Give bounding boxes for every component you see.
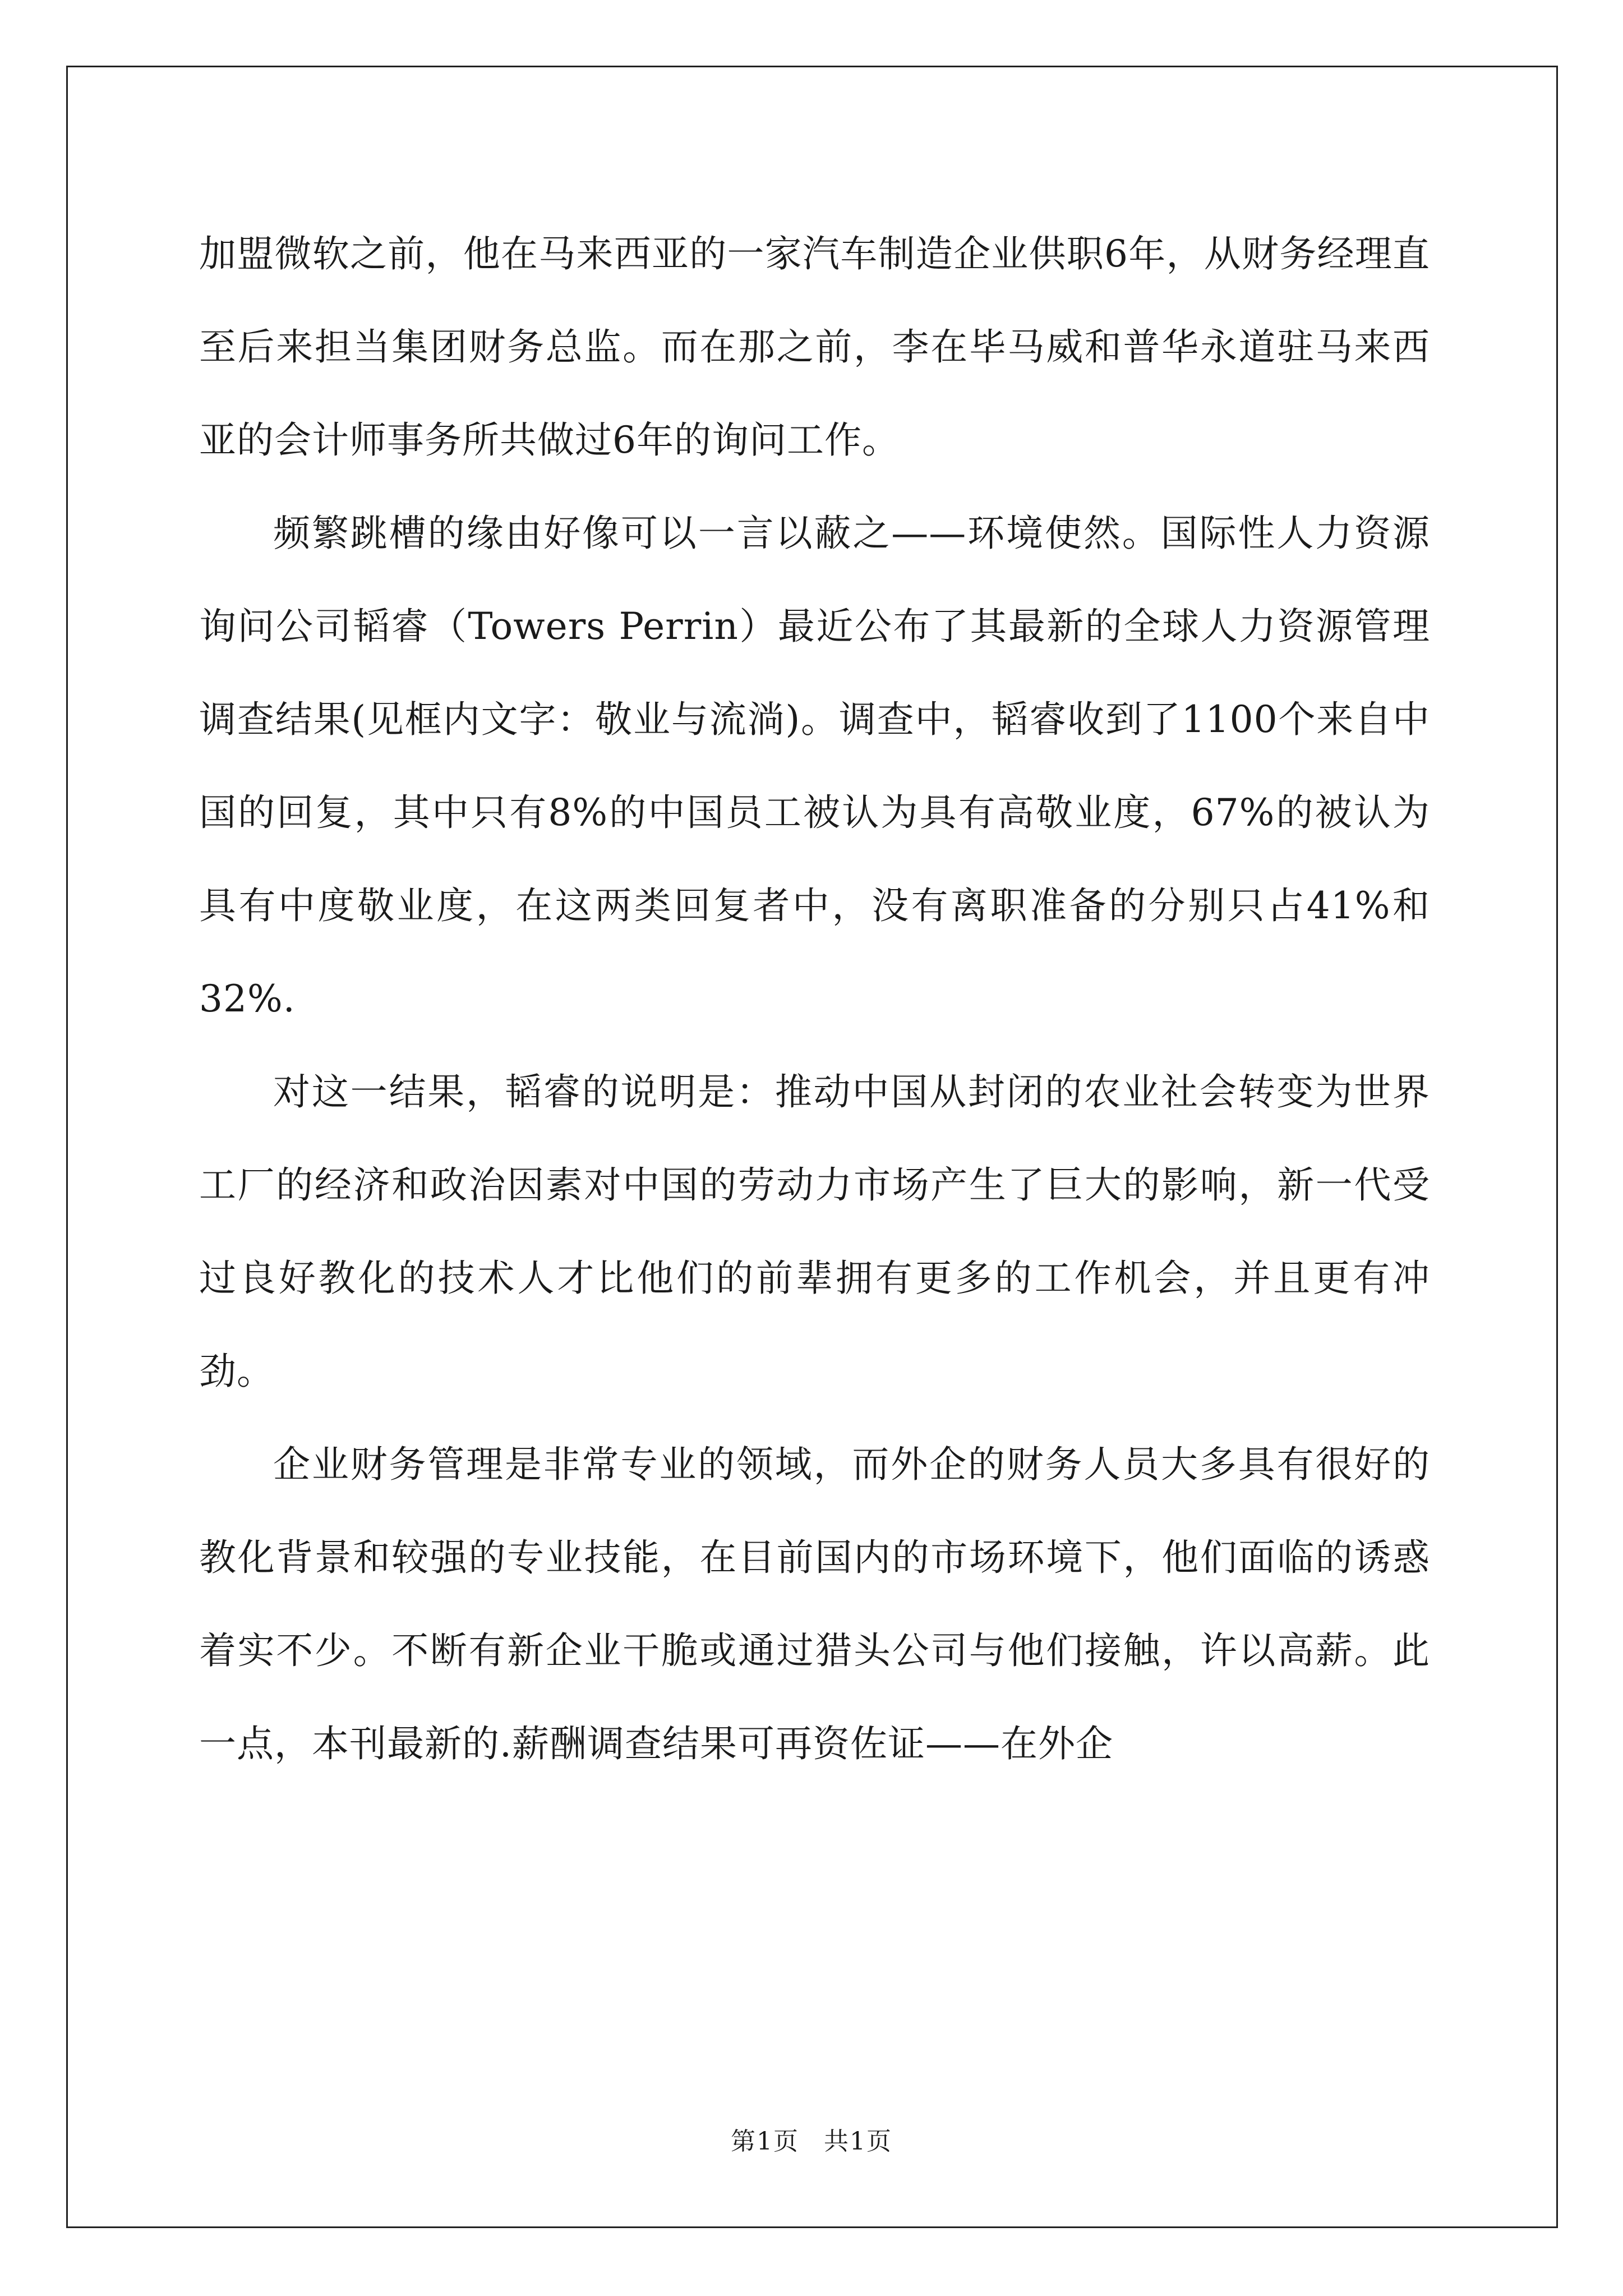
page-total: 共1页 <box>824 2127 892 2156</box>
paragraph-3: 对这一结果，韬睿的说明是：推动中国从封闭的农业社会转变为世界工厂的经济和政治因素对中国的劳动力市场产生了巨大的影响，新一代受过良好教化的技术人才比他们的前辈拥有更多的工作机会，并且更有冲劲。 <box>199 1070 1430 1393</box>
paragraph-2: 频繁跳槽的缘由好像可以一言以蔽之——环境使然。国际性人力资源询问公司韬睿（Towers Perrin）最近公布了其最新的全球人力资源管理调查结果(见框内文字：敬业与流淌)。调查中，韬睿收到了1100个来自中国的回复，其中只有8%的中国员工被认为具有高敬业度，67%的被认为具有中度敬业度，在这两类回复者中，没有离职准备的分别只占41%和32%. <box>199 512 1430 1020</box>
page-number: 第1页 <box>731 2127 799 2156</box>
paragraph-1: 加盟微软之前，他在马来西亚的一家汽车制造企业供职6年，从财务经理直至后来担当集团财务总监。而在那之前，李在毕马威和普华永道驻马来西亚的会计师事务所共做过6年的询问工作。 <box>199 232 1430 462</box>
page-footer <box>0 2126 1623 2157</box>
document-body <box>199 208 1430 1791</box>
paragraph-4: 企业财务管理是非常专业的领域，而外企的财务人员大多具有很好的教化背景和较强的专业技能，在目前国内的市场环境下，他们面临的诱惑着实不少。不断有新企业干脆或通过猎头公司与他们接触，许以高薪。此一点，本刊最新的.薪酬调查结果可再资佐证——在外企 <box>199 1443 1430 1765</box>
